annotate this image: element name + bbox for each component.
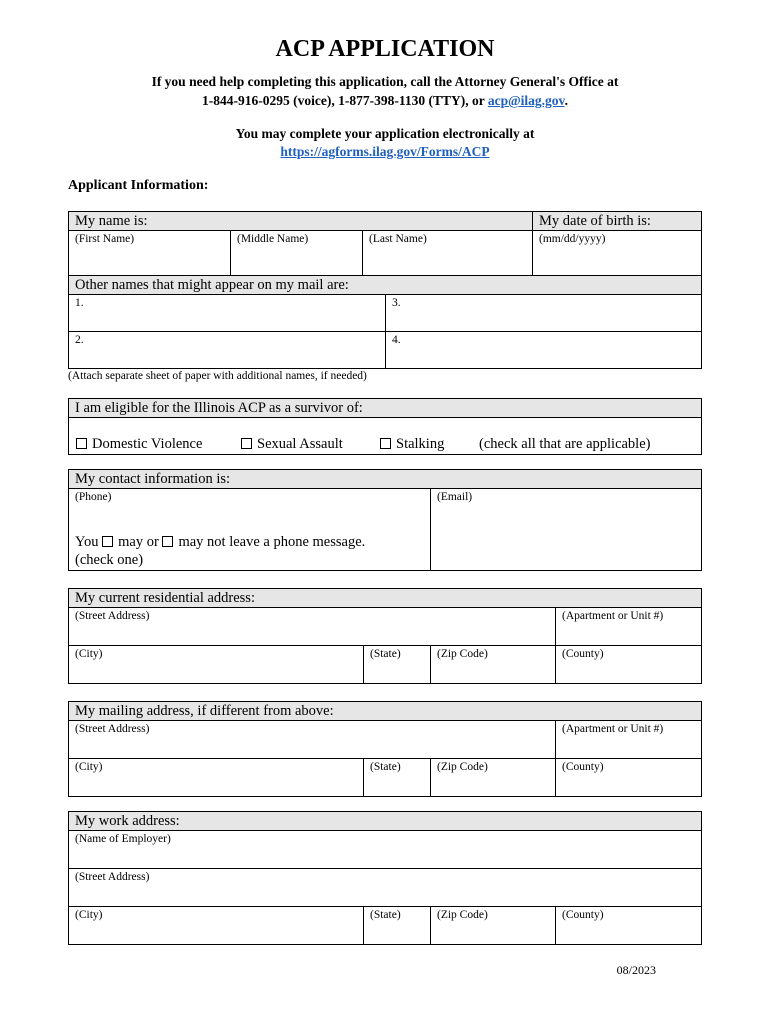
sexual-assault-label: Sexual Assault (257, 436, 343, 452)
applicant-heading: Applicant Information: (68, 178, 209, 193)
middle-name-field[interactable]: (Middle Name) (230, 230, 363, 276)
other-name-2-field[interactable]: 2. (68, 331, 386, 369)
eligibility-header: I am eligible for the Illinois ACP as a survivor of: (68, 398, 702, 418)
other-names-header: Other names that might appear on my mail are: (68, 275, 702, 295)
dob-field[interactable]: (mm/dd/yyyy) (532, 230, 702, 276)
mailing-street-field[interactable]: (Street Address) (68, 720, 556, 759)
mailing-apt-field[interactable]: (Apartment or Unit #) (555, 720, 702, 759)
other-name-3-field[interactable]: 3. (385, 294, 702, 332)
phone-message-preference (75, 534, 365, 551)
you-label: You (75, 534, 99, 550)
option-domestic-violence[interactable] (76, 436, 202, 453)
contact-header: My contact information is: (68, 469, 702, 489)
option-sexual-assault[interactable] (241, 436, 343, 453)
intro-phones: 1-844-916-0295 (voice), 1-877-398-1130 (TTY), or (202, 93, 488, 108)
name-header: My name is: (68, 211, 533, 231)
checkbox-sexual-assault[interactable] (241, 438, 252, 449)
mailing-header: My mailing address, if different from above: (68, 701, 702, 721)
residential-street-field[interactable]: (Street Address) (68, 607, 556, 646)
residential-header: My current residential address: (68, 588, 702, 608)
checkbox-domestic-violence[interactable] (76, 438, 87, 449)
work-street-field[interactable]: (Street Address) (68, 868, 702, 907)
page-title: ACP APPLICATION (275, 36, 495, 62)
option-stalking[interactable] (380, 436, 444, 453)
residential-city-field[interactable]: (City) (68, 645, 364, 684)
eligibility-note: (check all that are applicable) (479, 436, 651, 452)
intro-line-2 (0, 93, 770, 109)
residential-state-field[interactable]: (State) (363, 645, 431, 684)
work-county-field[interactable]: (County) (555, 906, 702, 945)
intro-url-line (0, 144, 770, 160)
other-name-4-field[interactable]: 4. (385, 331, 702, 369)
residential-zip-field[interactable]: (Zip Code) (430, 645, 556, 684)
work-city-field[interactable]: (City) (68, 906, 364, 945)
form-url-link[interactable]: https://agforms.ilag.gov/Forms/ACP (280, 144, 490, 159)
residential-county-field[interactable]: (County) (555, 645, 702, 684)
residential-apt-field[interactable]: (Apartment or Unit #) (555, 607, 702, 646)
footer-date: 08/2023 (616, 963, 656, 977)
mailing-city-field[interactable]: (City) (68, 758, 364, 797)
mailing-county-field[interactable]: (County) (555, 758, 702, 797)
intro-period: . (564, 93, 568, 108)
last-name-field[interactable]: (Last Name) (362, 230, 533, 276)
dob-header: My date of birth is: (532, 211, 702, 231)
work-zip-field[interactable]: (Zip Code) (430, 906, 556, 945)
phone-label: (Phone) (75, 491, 112, 503)
checkbox-stalking[interactable] (380, 438, 391, 449)
checkbox-may-leave-message[interactable] (102, 536, 113, 547)
first-name-field[interactable]: (First Name) (68, 230, 231, 276)
intro-line-1: If you need help completing this application, call the Attorney General's Office at (151, 74, 619, 89)
other-names-note: (Attach separate sheet of paper with additional names, if needed) (68, 370, 367, 382)
check-one-label: (check one) (75, 552, 144, 568)
may-or-label: may or (118, 534, 159, 550)
employer-name-field[interactable]: (Name of Employer) (68, 830, 702, 869)
mailing-zip-field[interactable]: (Zip Code) (430, 758, 556, 797)
other-name-1-field[interactable]: 1. (68, 294, 386, 332)
mailing-state-field[interactable]: (State) (363, 758, 431, 797)
email-link[interactable]: acp@ilag.gov (487, 93, 565, 108)
intro-line-3: You may complete your application electronically at (235, 126, 535, 141)
checkbox-may-not-leave-message[interactable] (162, 536, 173, 547)
stalking-label: Stalking (396, 436, 445, 452)
domestic-violence-label: Domestic Violence (92, 436, 203, 452)
email-field[interactable]: (Email) (430, 488, 702, 571)
work-state-field[interactable]: (State) (363, 906, 431, 945)
may-not-label: may not leave a phone message. (178, 534, 366, 550)
work-header: My work address: (68, 811, 702, 831)
